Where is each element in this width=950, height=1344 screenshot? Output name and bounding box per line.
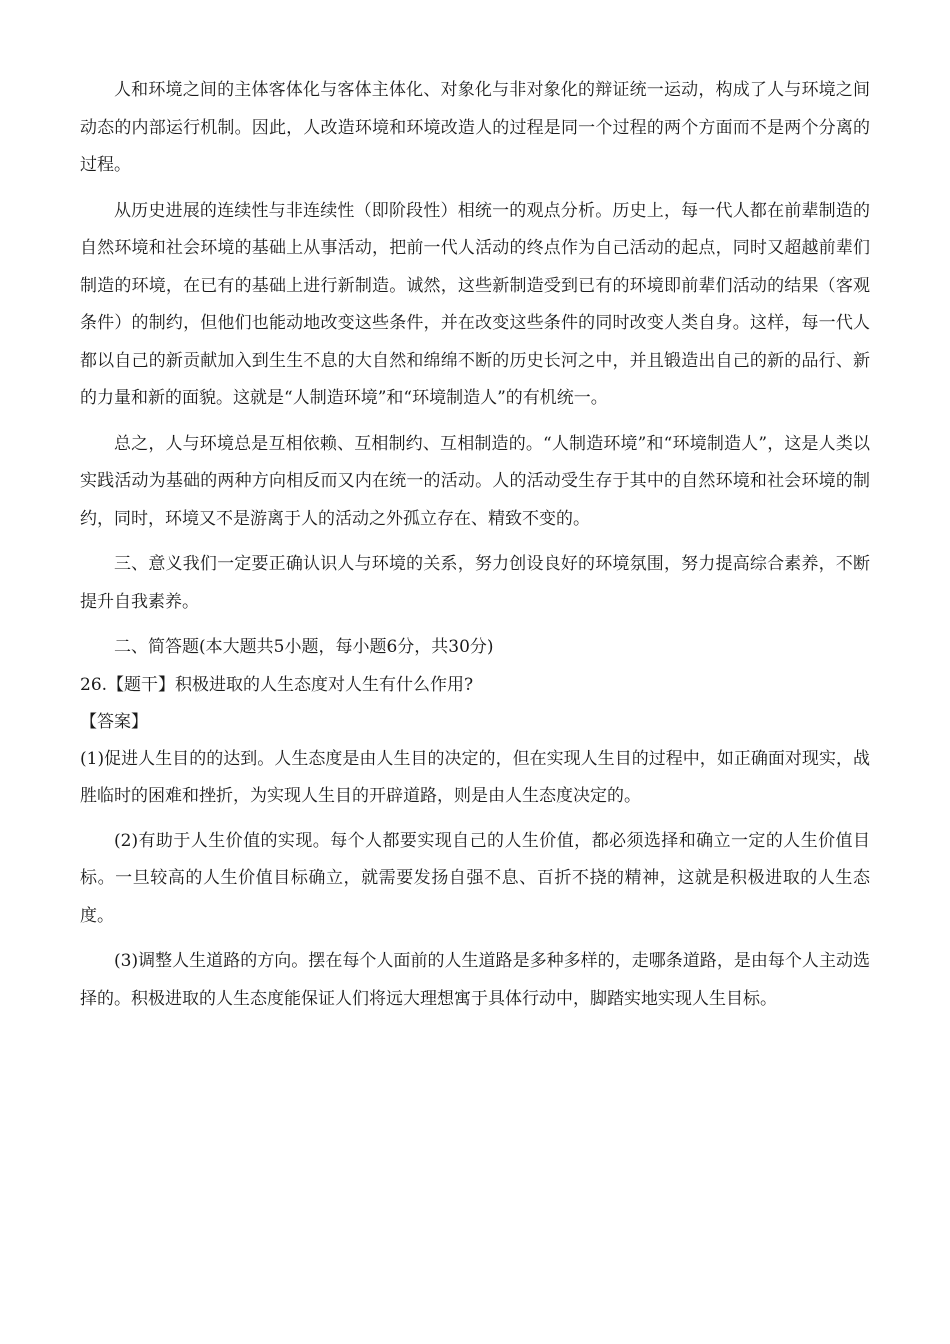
document-body — [80, 72, 870, 1018]
answer-point-2: (2)有助于人生价值的实现。每个人都要实现自己的人生价值，都必须选择和确立一定的人生价值目标。一旦较高的人生价值目标确立，就需要发扬自强不息、百折不挠的精神，这就是积极进取的人生态度。 — [80, 830, 870, 926]
paragraph-historical-analysis: 从历史进展的连续性与非连续性（即阶段性）相统一的观点分析。历史上，每一代人都在前辈制造的自然环境和社会环境的基础上从事活动，把前一代人活动的终点作为自己活动的起点，同时又超越前辈们制造的环境，在已有的基础上进行新制造。诚然，这些新制造受到已有的环境即前辈们活动的结果（客观条件）的制约，但他们也能动地改变这些条件，并在改变这些条件的同时改变人类自身。这样，每一代人都以自己的新贡献加入到生生不息的大自然和绵绵不断的历史长河之中，并且锻造出自己的新的品行、新的力量和新的面貌。这就是“人制造环境”和“环境制造人”的有机统一。 — [80, 200, 870, 408]
answer-point-3: (3)调整人生道路的方向。摆在每个人面前的人生道路是多种多样的，走哪条道路，是由每个人主动选择的。积极进取的人生态度能保证人们将远大理想寓于具体行动中，脚踏实地实现人生目标。 — [80, 951, 870, 1009]
answer-label: 【答案】 — [80, 711, 148, 732]
paragraph-subject-object-dialectic: 人和环境之间的主体客体化与客体主体化、对象化与非对象化的辩证统一运动，构成了人与环境之间动态的内部运行机制。因此，人改造环境和环境改造人的过程是同一个过程的两个方面而不是两个分离的过程。 — [80, 80, 870, 175]
section-heading-short-answer: 二、简答题(本大题共5小题，每小题6分，共30分) — [114, 637, 494, 657]
paragraph-summary: 总之，人与环境总是互相依赖、互相制约、互相制造的。“人制造环境”和“环境制造人”，这是人类以实践活动为基础的两种方向相反而又内在统一的活动。人的活动受生存于其中的自然环境和社会环境的制约，同时，环境又不是游离于人的活动之外孤立存在、精致不变的。 — [80, 433, 870, 529]
question-26-stem: 26.【题干】积极进取的人生态度对人生有什么作用? — [80, 674, 474, 695]
answer-point-1: (1)促进人生目的的达到。人生态度是由人生目的决定的，但在实现人生目的过程中，如正确面对现实，战胜临时的困难和挫折，为实现人生目的开辟道路，则是由人生态度决定的。 — [80, 748, 870, 806]
paragraph-significance: 三、意义我们一定要正确认识人与环境的关系，努力创设良好的环境氛围，努力提高综合素养，不断提升自我素养。 — [80, 554, 870, 612]
